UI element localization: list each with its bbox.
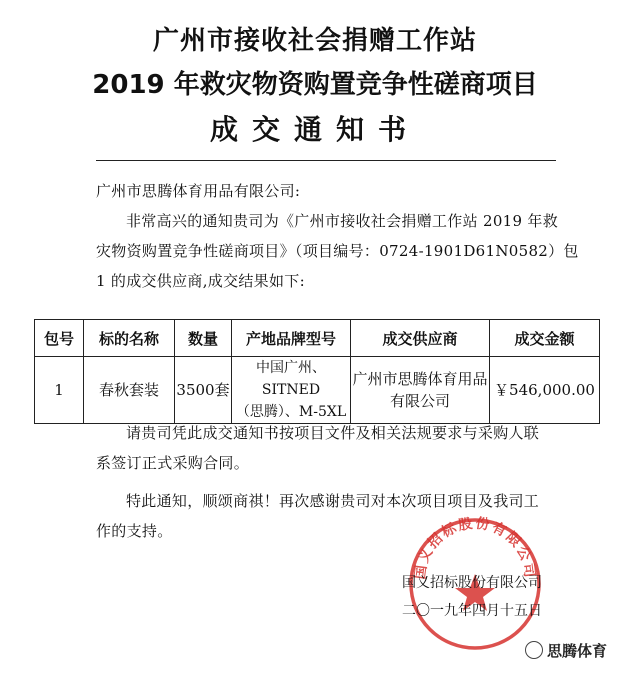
seal-text: 国义招标股份有限公司 (412, 515, 538, 581)
result-table (34, 319, 600, 424)
th-supplier: 成交供应商 (351, 320, 490, 357)
cell-amount: ￥546,000.00 (490, 357, 600, 424)
title-divider (96, 160, 556, 161)
para3-line2: 作的支持。 (96, 522, 173, 540)
th-item-name: 标的名称 (84, 320, 175, 357)
svg-text:国义招标股份有限公司 (411, 515, 538, 581)
wechat-watermark (525, 640, 607, 661)
cell-supplier (351, 357, 490, 424)
th-amount: 成交金额 (490, 320, 600, 357)
supplier-line1: 广州市思腾体育用品 (352, 370, 488, 388)
wechat-icon (525, 641, 543, 659)
th-brand-model: 产地品牌型号 (232, 320, 351, 357)
brand-line1: 中国广州、SITNED (256, 360, 326, 398)
para3-line1: 特此通知，顺颂商祺！再次感谢贵司对本次项目项目及我司工 (126, 492, 540, 510)
table-header-row (35, 320, 600, 357)
para2-line1: 请贵司凭此成交通知书按项目文件及相关法规要求与采购人联 (126, 424, 540, 442)
para1-line1: 非常高兴的通知贵司为《广州市接收社会捐赠工作站 2019 年救 (126, 212, 559, 230)
doc-title-line2: 2019 年救灾物资购置竞争性磋商项目 (92, 70, 538, 100)
cell-item-name: 春秋套装 (84, 357, 175, 424)
doc-title-notice: 成交通知书 (209, 113, 420, 146)
doc-title-line1: 广州市接收社会捐赠工作站 (152, 26, 477, 56)
watermark-label: 思腾体育 (547, 642, 608, 660)
cell-package: 1 (35, 357, 84, 424)
signing-org: 国义招标股份有限公司 (402, 575, 542, 591)
para2-line2: 系签订正式采购合同。 (96, 454, 250, 472)
brand-line2: （思腾）、M-5XL (235, 404, 347, 420)
supplier-line2: 有限公司 (389, 392, 450, 410)
addressee: 广州市思腾体育用品有限公司: (96, 182, 301, 200)
signing-date: 二〇一九年四月十五日 (402, 603, 542, 619)
cell-brand-model (232, 357, 351, 424)
cell-quantity: 3500套 (175, 357, 232, 424)
para1-line3: 1 的成交供应商,成交结果如下: (96, 272, 305, 290)
table-row (35, 357, 600, 424)
th-package: 包号 (35, 320, 84, 357)
para1-line2: 灾物资购置竞争性磋商项目》（项目编号：0724-1901D61N0582）包 (96, 242, 579, 260)
th-quantity: 数量 (175, 320, 232, 357)
